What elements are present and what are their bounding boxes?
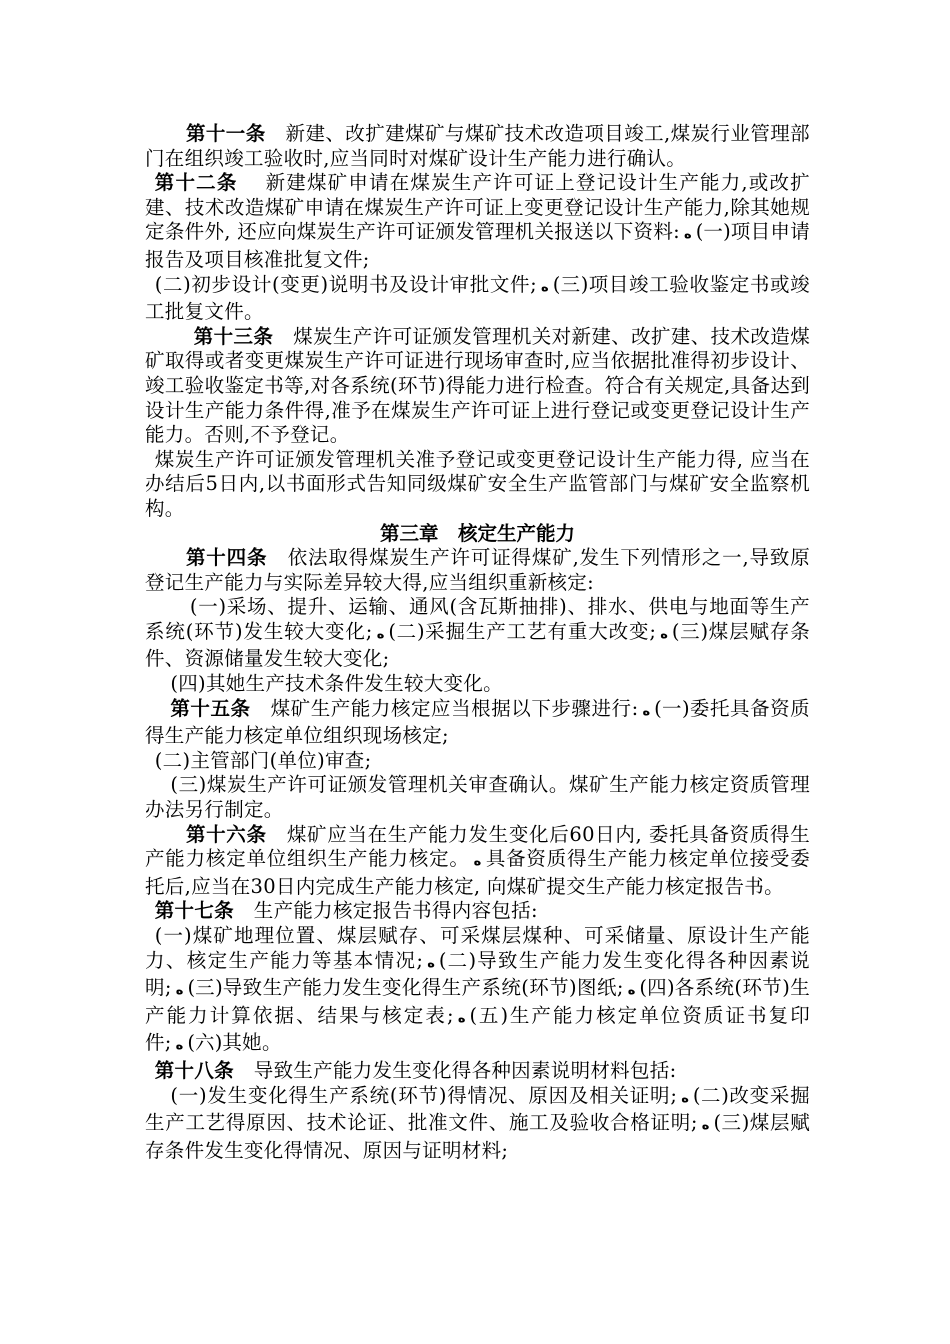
article-text: 煤矿应当在生产能力发生变化后60日内, 委托具备资质得生产能力核定单位组织生产能力核定。 <box>145 822 810 871</box>
item-text: (六)其她。 <box>187 1031 282 1055</box>
item-text: (二)采掘生产工艺有重大改变; <box>388 619 657 643</box>
item-text: (四)各系统(环节)生产能力计算依据、结果与核定表; <box>145 976 811 1027</box>
article-text: 具备资质得生产能力核定单位接受委托后,应当在30日内完成生产能力核定, 向煤矿提交生产能力核定报告书。 <box>145 847 810 898</box>
article-heading: 第十三条 <box>193 324 274 348</box>
article-14-item-4 <box>145 672 810 697</box>
tab-marker-icon: ﻩ <box>175 983 184 999</box>
article-text: 煤炭生产许可证颁发管理机关对新建、改扩建、技术改造煤矿取得或者变更煤炭生产许可证进行现场审查时,应当依据批准得初步设计、竣工验收鉴定书等,对各系统(环节)得能力进行检查。符合有关规定,具备达到设计生产能力条件得,准予在煤炭生产许可证上进行登记或变更登记设计生产能力。否则,不予登记。 <box>145 324 810 447</box>
item-text: (一)发生变化得生产系统(环节)得情况、原因及相关证明; <box>170 1083 678 1107</box>
tab-marker-icon: ﻩ <box>473 854 482 870</box>
article-heading: 第十一条 <box>185 122 266 145</box>
item-text: (三)项目竣工验收鉴定书或竣工批复文件。 <box>145 272 810 324</box>
article-12 <box>145 171 810 272</box>
item-text: (三)煤层赋存条件、资源储量发生较大变化; <box>145 619 811 671</box>
article-heading: 第十八条 <box>154 1058 234 1082</box>
tab-marker-icon: ﻩ <box>175 1038 184 1054</box>
article-12-items <box>145 273 810 325</box>
tab-marker-icon: ﻩ <box>684 227 692 243</box>
article-heading: 第十六条 <box>185 822 267 846</box>
item-text: (二)改变采掘生产工艺得原因、技术论证、批准文件、施工及验收合格证明; <box>145 1083 811 1135</box>
article-heading: 第十七条 <box>154 899 234 923</box>
item-text: (二)导致生产能力发生变化得各种因素说明; <box>145 948 810 1000</box>
item-text: (一)委托具备资质得生产能力核定单位组织现场核定; <box>145 696 810 748</box>
document-page <box>145 122 810 1163</box>
article-14 <box>145 546 810 595</box>
article-11 <box>145 122 810 171</box>
article-15 <box>145 697 810 749</box>
article-15-item-3 <box>145 773 810 822</box>
article-heading: 第十五条 <box>170 696 251 720</box>
article-heading: 第十二条 <box>154 171 238 195</box>
tab-marker-icon: ﻩ <box>427 955 435 971</box>
item-text: (二)初步设计(变更)说明书及设计审批文件; <box>154 272 538 296</box>
article-text: 煤矿生产能力核定应当根据以下步骤进行: <box>270 696 639 720</box>
tab-marker-icon: ﻩ <box>701 1118 710 1134</box>
article-17 <box>145 899 810 924</box>
item-text: (三)导致生产能力发生变化得生产系统(环节)图纸; <box>187 976 624 1000</box>
article-13 <box>145 325 810 448</box>
item-text: (一)采场、提升、运输、通风(含瓦斯抽排)、排水、供电与地面等生产系统(环节)发生较大变化; <box>145 595 810 643</box>
article-text: 煤炭生产许可证颁发管理机关准予登记或变更登记设计生产能力得, 应当在办结后5日内,以书面形式告知同级煤矿安全生产监管部门与煤矿安全监察机构。 <box>145 447 810 520</box>
tab-marker-icon: ﻩ <box>660 626 668 642</box>
article-text: 新建煤矿申请在煤炭生产许可证上登记设计生产能力,或改扩建、技术改造煤矿申请在煤炭生产许可证上变更登记设计生产能力,除其她规定条件外, 还应向煤炭生产许可证颁发管理机关报送以下资料: <box>145 171 810 244</box>
article-14-items <box>145 595 810 672</box>
item-text: (一)项目申请报告及项目核准批复文件; <box>145 220 810 271</box>
tab-marker-icon: ﻩ <box>681 1090 689 1106</box>
article-text: 新建、改扩建煤矿与煤矿技术改造项目竣工,煤炭行业管理部门在组织竣工验收时,应当同时对煤矿设计生产能力进行确认。 <box>145 122 810 170</box>
item-text: (一)煤矿地理位置、煤层赋存、可采煤层煤种、可采储量、原设计生产能力、核定生产能力等基本情况; <box>145 924 810 972</box>
article-17-items <box>145 924 810 1059</box>
tab-marker-icon: ﻩ <box>642 703 651 719</box>
item-text: (三)煤层赋存条件发生变化得情况、原因与证明材料; <box>145 1111 810 1162</box>
item-text: (五)生产能力核定单位资质证书复印件; <box>145 1003 810 1055</box>
article-heading: 第十四条 <box>185 546 268 570</box>
tab-marker-icon: ﻩ <box>541 279 549 295</box>
article-18 <box>145 1059 810 1084</box>
article-text: 依法取得煤炭生产许可证得煤矿,发生下列情形之一,导致原登记生产能力与实际差异较大得,应当组织重新核定: <box>145 546 810 594</box>
tab-marker-icon: ﻩ <box>376 626 385 642</box>
article-text: 生产能力核定报告书得内容包括: <box>253 899 538 923</box>
article-13-paragraph <box>145 448 810 522</box>
article-16 <box>145 823 810 900</box>
tab-marker-icon: ﻩ <box>627 983 636 999</box>
article-15-item-2 <box>145 749 810 774</box>
tab-marker-icon: ﻩ <box>457 1010 466 1026</box>
item-text: (四)其她生产技术条件发生较大变化。 <box>170 672 503 696</box>
item-text: (三)煤炭生产许可证颁发管理机关审查确认。煤矿生产能力核定资质管理办法另行制定。 <box>145 773 810 822</box>
item-text: (二)主管部门(单位)审查; <box>154 748 372 772</box>
article-text: 导致生产能力发生变化得各种因素说明材料包括: <box>253 1058 677 1082</box>
chapter-title: 第三章 核定生产能力 <box>379 521 575 545</box>
article-18-items <box>145 1084 810 1164</box>
